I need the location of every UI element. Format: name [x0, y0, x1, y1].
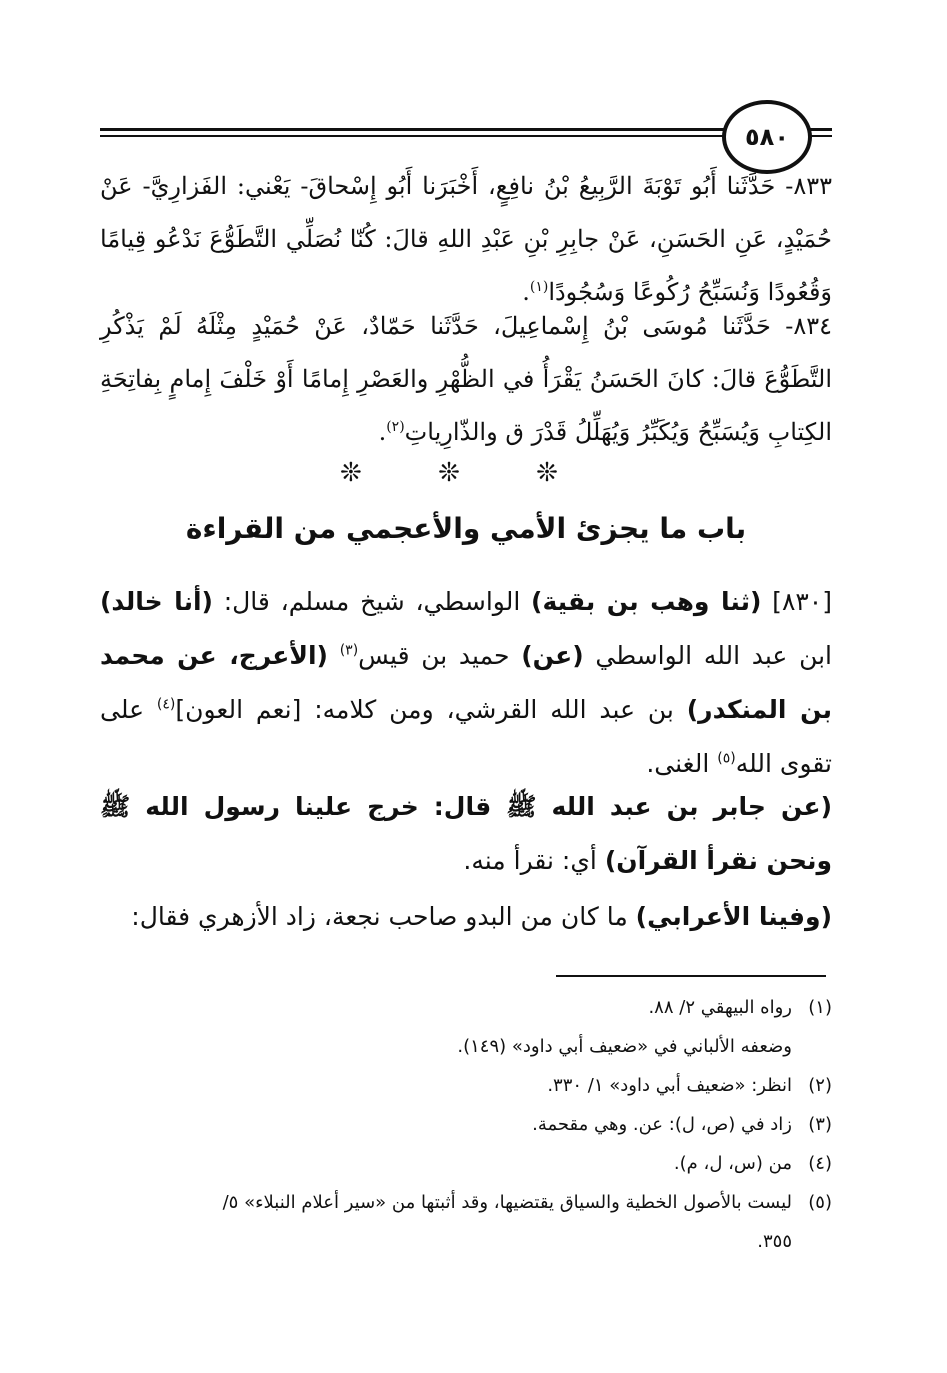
- commentary-text: على تقوى الله: [100, 695, 832, 778]
- hadith-number: ٨٣٣-: [785, 172, 832, 200]
- quoted-text: (أنا خالد): [100, 587, 213, 616]
- quoted-text: (وفينا الأعرابي): [635, 902, 832, 931]
- footnote-ref-5[interactable]: (٥): [717, 750, 736, 767]
- hadith-834: [100, 300, 832, 459]
- footnote-number: (٥): [808, 1192, 832, 1213]
- footnote-text: ليست بالأصول الخطية والسياق يقتضيها، وقد أثبتها من «سير أعلام النبلاء» ٥/: [222, 1192, 792, 1213]
- footnote-text: انظر: «ضعيف أبي داود» ١/ ٣٣٠.: [547, 1075, 792, 1096]
- quoted-text: (عن): [521, 641, 584, 670]
- footnote-number: (٤): [808, 1153, 832, 1174]
- header-rule-bottom: [100, 135, 819, 137]
- commentary-text: الغنى.: [646, 749, 718, 778]
- quoted-text: (ثنا وهب بن بقية): [531, 587, 762, 616]
- chapter-title: باب ما يجزئ الأمي والأعجمي من القراءة: [185, 512, 747, 545]
- footnote-text: زاد في (ص، ل): عن. وهي مقحمة.: [532, 1114, 792, 1135]
- footnote-5-continued: ٣٥٥.: [757, 1231, 792, 1252]
- commentary-text: أي: نقرأ منه.: [463, 846, 605, 875]
- commentary-text: الواسطي، شيخ مسلم، قال:: [212, 587, 532, 616]
- footnote-ref-3[interactable]: (٣): [339, 642, 359, 659]
- hadith-text: حَدَّثَنا أَبُو تَوْبَةَ الرَّبِيعُ بْنُ نافِعٍ، أَخْبَرَنا أَبُو إِسْحاقَ- يَعْني: الفَزارِيَّ- عَنْ حُمَيْدٍ، عَنِ الحَسَنِ، عَنْ جابِرِ بْنِ عَبْدِ اللهِ قالَ: كُنّا نُصَلِّي التَّطَوُّعَ نَدْعُو قِيامًا وَقُعُودًا وَنُسَبِّحُ رُكُوعًا وَسُجُودًا: [100, 172, 832, 306]
- footnote-number: (٢): [808, 1075, 832, 1096]
- commentary-paragraph-3: [100, 890, 832, 944]
- commentary-paragraph-2: [100, 780, 832, 888]
- footnote-3: [100, 1105, 832, 1144]
- footnote-ref-4[interactable]: (٤): [156, 696, 176, 713]
- commentary-text: ابن عبد الله الواسطي: [583, 641, 832, 670]
- commentary-number: [٨٣٠]: [761, 587, 832, 616]
- footnote-text: من (س، ل، م).: [673, 1153, 792, 1174]
- hadith-number: ٨٣٤-: [785, 312, 832, 340]
- header-rule-right-top: [808, 128, 832, 131]
- commentary-text: حميد بن قيس: [358, 641, 522, 670]
- footnote-ref-1[interactable]: (١): [529, 279, 549, 295]
- header-rule-top: [100, 128, 819, 131]
- spacer-text: [328, 641, 340, 670]
- footnote-number: (١): [808, 997, 832, 1018]
- footnote-divider: [556, 975, 826, 977]
- hadith-end: .: [522, 278, 530, 306]
- quoted-text: (الأعرج، عن محمد بن المنكدر): [100, 641, 832, 724]
- quoted-text: (عن جابر بن عبد الله ﷺ قال: خرج علينا رسول الله ﷺ ونحن نقرأ القرآن): [100, 792, 832, 875]
- footnote-1-continued: وضعفه الألباني في «ضعيف أبي داود» (١٤٩).: [457, 1036, 792, 1057]
- hadith-text: حَدَّثَنا مُوسَى بْنُ إِسْماعِيلَ، حَدَّثَنا حَمّادٌ، عَنْ حُمَيْدٍ مِثْلَهُ لَمْ يَذْكُرِ التَّطَوُّعَ قالَ: كانَ الحَسَنُ يَقْرَأُ في الظُّهْرِ والعَصْرِ إِمامًا أَوْ خَلْفَ إِمامٍ بِفاتِحَةِ الكِتابِ وَيُسَبِّحُ وَيُكَبِّرُ وَيُهَلِّلُ قَدْرَ ق والذّارِياتِ: [100, 312, 832, 446]
- section-separator: ❊ ❊ ❊: [340, 458, 592, 488]
- footnote-1: [100, 988, 832, 1027]
- hadith-833: [100, 160, 832, 319]
- footnote-number: (٣): [808, 1114, 832, 1135]
- commentary-text: ما كان من البدو صاحب نجعة، زاد الأزهري فقال:: [131, 902, 636, 931]
- page-number: ٥٨٠: [745, 123, 789, 151]
- footnote-text: رواه البيهقي ٢/ ٨٨.: [648, 997, 792, 1018]
- footnote-2: [100, 1066, 832, 1105]
- footnotes: [100, 988, 832, 1261]
- footnote-4: [100, 1144, 832, 1183]
- footnote-ref-2[interactable]: (٢): [386, 419, 405, 435]
- hadith-end: .: [378, 418, 387, 446]
- footnote-5: [100, 1183, 832, 1222]
- commentary-paragraph-1: [100, 575, 832, 791]
- commentary-text: بن عبد الله القرشي، ومن كلامه: [نعم العون]: [175, 695, 687, 724]
